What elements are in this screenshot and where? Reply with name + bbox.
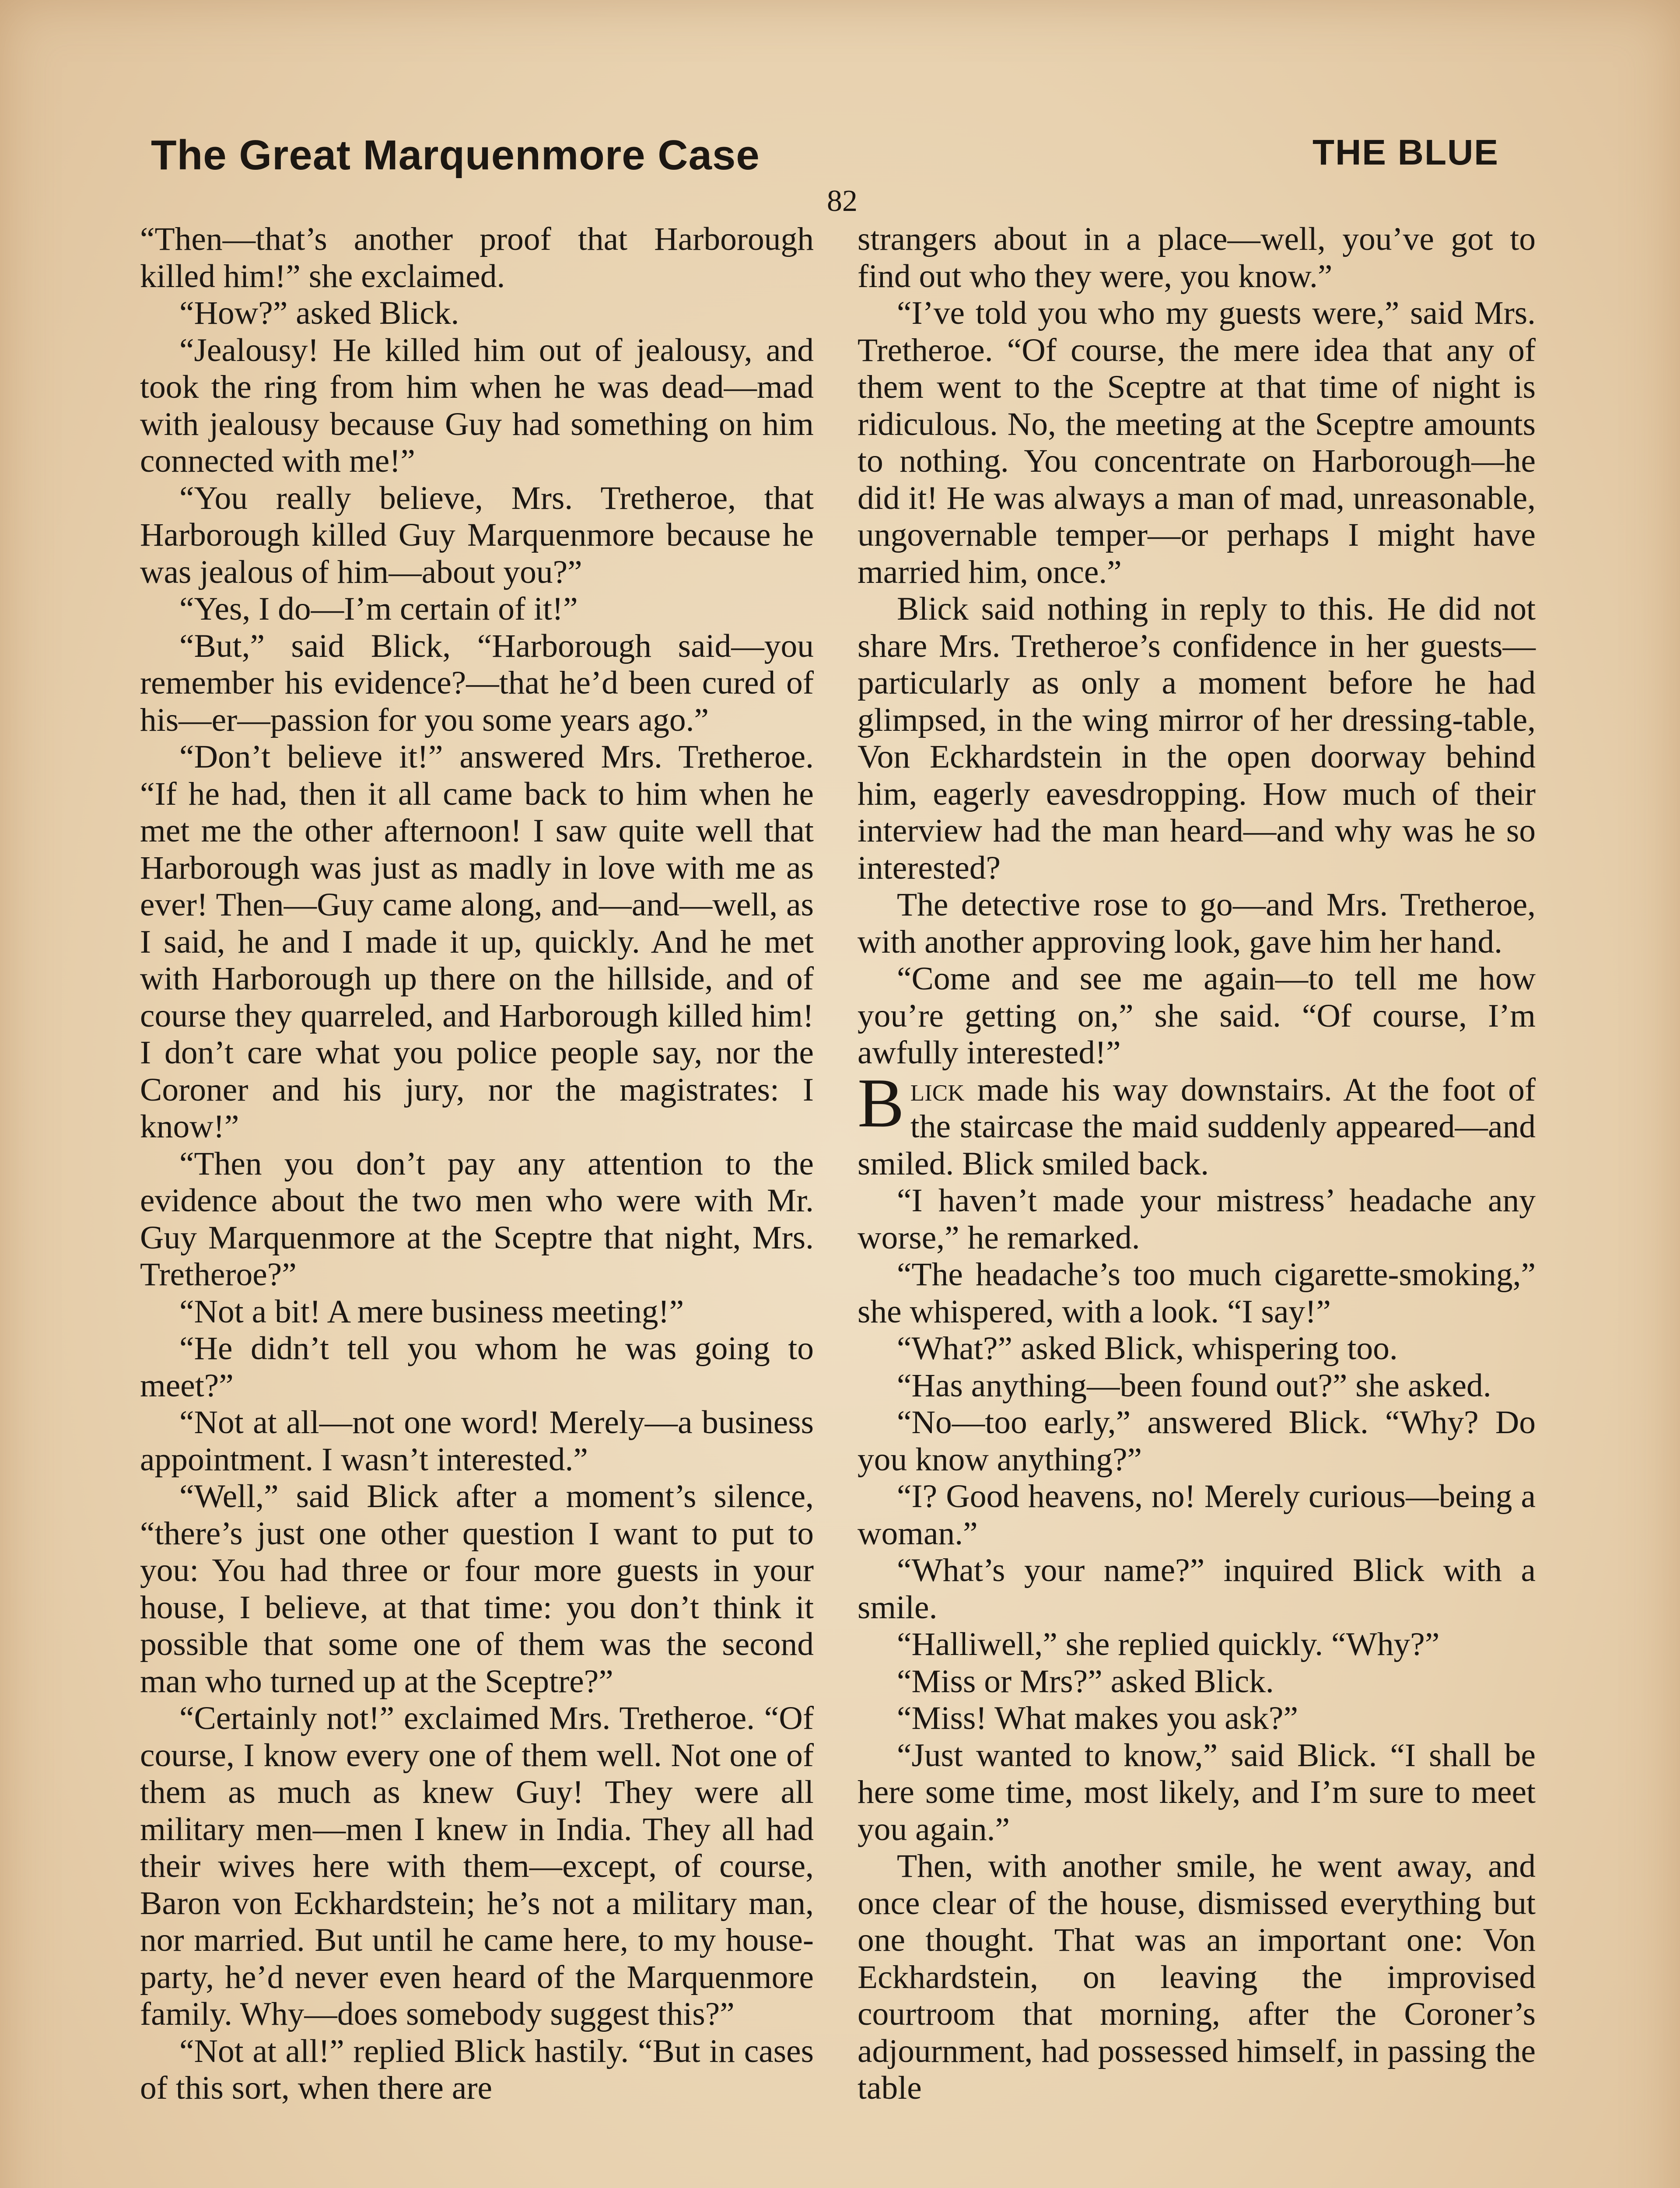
paragraph: “Come and see me again—to tell me how you’re getting on,” she said. “Of course, I’m awfully interested!” [858,961,1536,1071]
paragraph: Then, with another smile, he went away, and once clear of the house, dismissed everything but one thought. That was an important one: Von Eckhardstein, on leaving the improvised courtroom that morning, after the Coroner’s adjournment, had possessed himself, in passing the table [858,1848,1536,2106]
paragraph: Blick said nothing in reply to this. He did not share Mrs. Tretheroe’s confidence in her guests—particularly as only a moment before he had glimpsed, in the wing mirror of her dressing-table, Von Eckhardstein in the open doorway behind him, eagerly eavesdropping. How much of their interview had the man heard—and why was he so interested? [858,591,1536,886]
left-column [140,221,814,2107]
paragraph: “Has anything—been found out?” she asked. [897,1367,1491,1404]
paragraph: “Miss or Mrs?” asked Blick. [897,1663,1274,1700]
paragraph: “I haven’t made your mistress’ headache any worse,” he remarked. [858,1182,1536,1256]
paragraph: “Well,” said Blick after a moment’s silence, “there’s just one other question I want to put to you: You had three or four more guests in your house, I believe, at that time: you don’t think it possible that some one of them was the second man who turned up at the Sceptre?” [140,1478,814,1700]
paragraph: “Miss! What makes you ask?” [897,1700,1298,1736]
paragraph: “Then—that’s another proof that Harborough killed him!” she exclaimed. [140,221,814,295]
paragraph: “No—too early,” answered Blick. “Why? Do you know anything?” [858,1404,1536,1478]
section-opening-text: made his way downstairs. At the foot of the staircase the maid suddenly appeared—and smiled. Blick smiled back. [858,1071,1536,1182]
paragraph: “Don’t believe it!” answered Mrs. Tretheroe. “If he had, then it all came back to him when he met me the other afternoon! I saw quite well that Harborough was just as madly in love with me as ever! Then—Guy came along, and—and—well, as I said, he and I made it up, quickly. And he met with Harborough up there on the hillside, and of course they quarreled, and Harborough killed him! I don’t care what you police people say, nor the Coroner and his jury, nor the magistrates: I know!” [140,739,814,1145]
paragraph: “What’s your name?” inquired Blick with a smile. [858,1552,1536,1626]
paragraph: “Not at all!” replied Blick hastily. “But in cases of this sort, when there are [140,2033,814,2106]
small-caps-lead: lick [910,1071,965,1108]
drop-cap: B [858,1063,904,1142]
paragraph: “He didn’t tell you whom he was going to meet?” [140,1330,814,1404]
right-column [858,221,1536,2107]
paragraph: “Not a bit! A mere business meeting!” [179,1293,684,1330]
paragraph-continued: strangers about in a place—well, you’ve got to find out who they were, you know.” [858,221,1536,295]
magazine-name: THE BLUE [1312,133,1499,172]
paragraph: “Not at all—not one word! Merely—a business appointment. I wasn’t interested.” [140,1404,814,1478]
paragraph: The detective rose to go—and Mrs. Tretheroe, with another approving look, gave him her hand. [858,887,1536,960]
paragraph: “Just wanted to know,” said Blick. “I shall be here some time, most likely, and I’m sure to meet you again.” [858,1737,1536,1848]
paragraph: “Yes, I do—I’m certain of it!” [179,591,578,627]
paragraph: “I? Good heavens, no! Merely curious—being a woman.” [858,1478,1536,1552]
paragraph: “Then you don’t pay any attention to the evidence about the two men who were with Mr. Guy Marquenmore at the Sceptre that night, Mrs. Tretheroe?” [140,1145,814,1293]
paragraph: “But,” said Blick, “Harborough said—you remember his evidence?—that he’d been cured of his—er—passion for you some years ago.” [140,628,814,738]
paragraph: “Certainly not!” exclaimed Mrs. Tretheroe. “Of course, I know every one of them well. Not one of them as much as knew Guy! They were all military men—men I knew in India. They all had their wives here with them—except, of course, Baron von Eckhardstein; he’s not a military man, nor married. But until he came here, to my house-party, he’d never even heard of the Marquenmore family. Why—does somebody suggest this?” [140,1700,814,2032]
paragraph: “How?” asked Blick. [179,295,459,331]
story-title: The Great Marquenmore Case [151,132,760,179]
paragraph: “Jealousy! He killed him out of jealousy, and took the ring from him when he was dead—mad with jealousy because Guy had something on him connected with me!” [140,332,814,479]
paragraph: “The headache’s too much cigarette-smoking,” she whispered, with a look. “I say!” [858,1256,1536,1330]
paragraph: “What?” asked Blick, whispering too. [897,1330,1398,1367]
paragraph: “Halliwell,” she replied quickly. “Why?” [897,1626,1440,1662]
paragraph: “I’ve told you who my guests were,” said Mrs. Tretheroe. “Of course, the mere idea that any of them went to the Sceptre at that time of night is ridiculous. No, the meeting at the Sceptre amounts to nothing. You concentrate on Harborough—he did it! He was always a man of mad, unreasonable, ungovernable temper—or perhaps I might have married him, once.” [858,295,1536,590]
section-opening-paragraph [858,1063,1536,1183]
page-number: 82 [827,184,858,218]
paragraph: “You really believe, Mrs. Tretheroe, that Harborough killed Guy Marquenmore because he was jealous of him—about you?” [140,480,814,590]
